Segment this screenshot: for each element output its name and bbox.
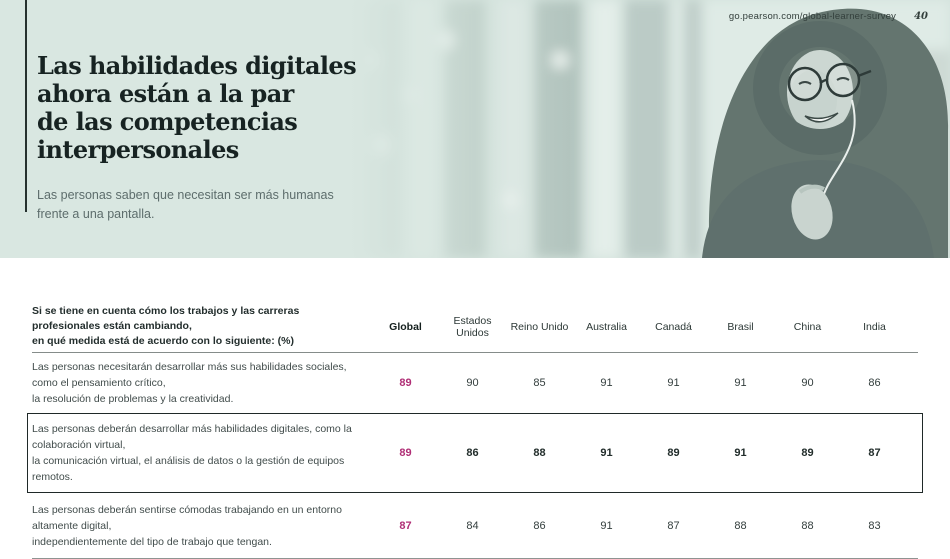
statement-line: la resolución de problemas y la creatividad. (32, 393, 234, 405)
subtitle-line: frente a una pantalla. (37, 207, 155, 221)
column-header-india: India (863, 320, 886, 333)
title-accent-rule (25, 0, 27, 212)
value-cell: 91 (734, 377, 747, 389)
hero-photo-woman-in-hijab (350, 0, 950, 258)
row-statement (32, 359, 372, 407)
column-header-reino-unido: Reino Unido (510, 320, 569, 333)
value-cell: 90 (801, 377, 814, 389)
title-line: Las habilidades digitales (37, 51, 357, 80)
value-cell: 89 (801, 447, 814, 459)
value-cell: 87 (667, 520, 680, 532)
value-cell: 91 (600, 520, 613, 532)
table-row (32, 496, 918, 558)
hero-meta (729, 11, 928, 22)
page-subtitle (37, 186, 334, 224)
value-cell: 91 (600, 447, 613, 459)
value-cell: 88 (734, 520, 747, 532)
value-cell: 86 (466, 447, 479, 459)
value-cell: 88 (801, 520, 814, 532)
statement-line: la comunicación virtual, el análisis de datos o la gestión de equipos remotos. (32, 455, 345, 483)
statement-line: Las personas necesitarán desarrollar más sus habilidades sociales, como el pensamiento crítico, (32, 361, 347, 389)
question-line: Si se tiene en cuenta cómo los trabajos y las carreras profesionales están cambiando, (32, 305, 300, 332)
column-header-china: China (793, 320, 822, 333)
title-line: interpersonales (37, 135, 239, 164)
value-cell: 89 (667, 447, 680, 459)
table-question (32, 304, 372, 349)
value-cell-global: 89 (399, 447, 412, 459)
table-header-row (32, 258, 918, 349)
value-cell: 88 (533, 447, 546, 459)
value-cell: 86 (868, 377, 881, 389)
survey-url-link[interactable]: go.pearson.com/global-learner-survey (728, 11, 897, 22)
value-cell: 91 (600, 377, 613, 389)
column-header-brasil: Brasil (727, 320, 754, 333)
value-cell-global: 87 (399, 520, 412, 532)
question-line: en qué medida está de acuerdo con lo siguiente: (%) (32, 335, 294, 347)
value-cell: 85 (533, 377, 546, 389)
statement-line: Las personas deberán desarrollar más habilidades digitales, como la colaboración virtual, (32, 423, 352, 451)
survey-table (32, 258, 918, 559)
value-cell: 91 (734, 447, 747, 459)
hero-section (0, 0, 950, 258)
column-header-estados-unidos: Estados Unidos (453, 314, 492, 339)
value-cell: 90 (466, 377, 479, 389)
column-header-australia: Australia (586, 320, 627, 333)
value-cell: 84 (466, 520, 479, 532)
statement-line: Las personas deberán sentirse cómodas trabajando en un entorno altamente digital, (32, 504, 342, 532)
value-cell: 87 (868, 447, 881, 459)
value-cell: 83 (868, 520, 881, 532)
row-statement (32, 502, 372, 550)
value-cell: 86 (533, 520, 546, 532)
page-number: 40 (914, 11, 928, 22)
statement-line: independientemente del tipo de trabajo que tengan. (32, 536, 272, 548)
page-title (37, 52, 356, 164)
table-row (32, 353, 918, 413)
table-row-highlighted (32, 413, 918, 493)
value-cell-global: 89 (399, 377, 412, 389)
subtitle-line: Las personas saben que necesitan ser más humanas (37, 188, 334, 202)
row-statement (32, 421, 372, 485)
title-line: de las competencias (37, 107, 298, 136)
column-header-canada: Canadá (655, 320, 692, 333)
title-line: ahora están a la par (37, 79, 294, 108)
column-header-global: Global (389, 320, 422, 333)
value-cell: 91 (667, 377, 680, 389)
